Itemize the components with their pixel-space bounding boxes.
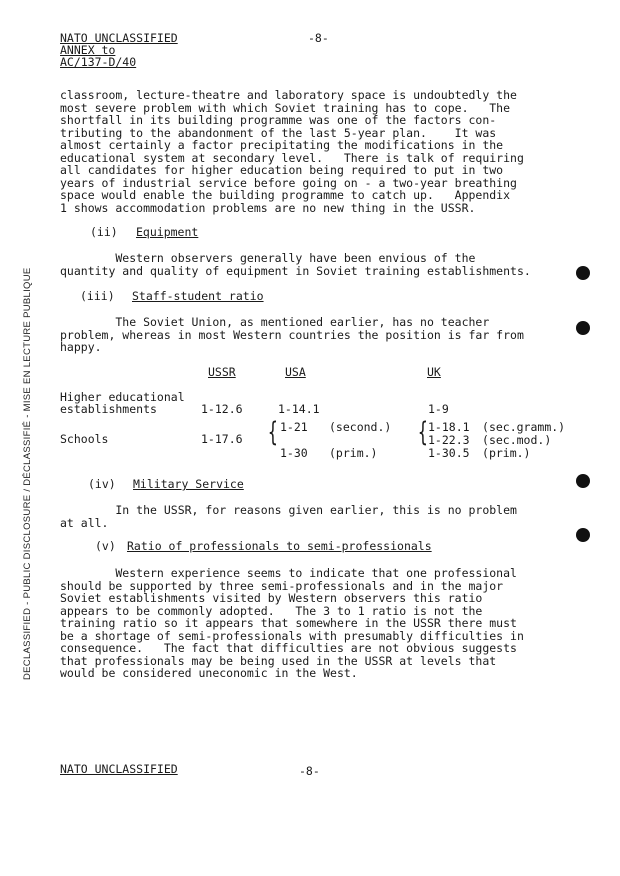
text-line: shortfall in its building programme was one of the factors con- — [60, 113, 497, 127]
cell-schools-ussr: 1-17.6 — [201, 432, 243, 446]
cell-schools-uk-note: (sec.mod.) — [482, 433, 552, 447]
text-line: consequence. The fact that difficulties are not obvious suggests — [60, 641, 517, 655]
section-title-ratio: Ratio of professionals to semi-professionals — [127, 539, 432, 553]
brace-uk: { — [418, 417, 428, 448]
staff-paragraph — [60, 316, 585, 354]
cell-schools-usa-value: 1-30 — [280, 446, 308, 460]
text-line: Western experience seems to indicate that one professional — [60, 566, 517, 580]
section-number-equipment: (ii) — [90, 225, 118, 239]
section-title-equipment: Equipment — [136, 225, 199, 239]
text-line: classroom, lecture-theatre and laboratory space is undoubtedly the — [60, 88, 517, 102]
text-line: all candidates for higher education being required to put in two — [60, 163, 504, 177]
equipment-paragraph — [60, 252, 585, 277]
uk-note-text: sec.gramm.) — [488, 420, 566, 434]
text-line: that professionals may be being used in the USSR at levels that — [60, 653, 497, 668]
cell-schools-usa-value: 1-21 — [280, 420, 308, 434]
text-line: 1 shows accommodation problems are no new thing in the USSR. — [60, 200, 476, 215]
column-header-ussr: USSR — [208, 365, 236, 379]
punch-hole-mark — [576, 528, 590, 542]
row-label-higher-cont: establishments — [60, 402, 157, 416]
section-number-ratio: (v) — [95, 539, 116, 553]
footer-page-number: -8- — [299, 764, 320, 778]
row-label-higher: Higher educational — [60, 390, 185, 404]
column-header-uk: UK — [427, 365, 441, 379]
footer-classification: NATO UNCLASSIFIED — [60, 762, 178, 776]
section-title-military: Military Service — [133, 477, 244, 491]
column-header-usa: USA — [285, 365, 306, 379]
declassification-stamp: DECLASSIFIED - PUBLIC DISCLOSURE / DÉCLASSIFIÉ - MISE EN LECTURE PUBLIQUE — [22, 267, 33, 680]
text-line: be a shortage of semi-professionals with presumably difficulties in — [60, 628, 524, 643]
section-title-staff: Staff-student ratio — [132, 289, 264, 303]
cell-schools-usa-note: (prim.) — [329, 446, 378, 460]
text-line: at all. — [60, 515, 109, 530]
text-line: educational system at secondary level. There is talk of requiring — [60, 150, 524, 165]
text-line: training ratio so it appears that somewhere in the USSR there must — [60, 616, 517, 630]
cell-schools-usa-note: (second.) — [329, 420, 392, 434]
cell-higher-ussr: 1-12.6 — [201, 402, 243, 416]
uk-note-text: prim.) — [488, 446, 531, 460]
text-line: problem, whereas in most Western countries the position is far from — [60, 327, 524, 342]
punch-hole-mark — [576, 321, 590, 335]
header-reference: AC/137-D/40 — [60, 55, 137, 69]
brace-usa: { — [268, 417, 278, 448]
punch-hole-mark — [576, 266, 590, 280]
cell-schools-uk-value: 1-22.3 — [428, 433, 470, 447]
text-line: happy. — [60, 340, 102, 354]
text-line: The Soviet Union, as mentioned earlier, has no teacher — [60, 315, 490, 329]
cell-schools-uk-value: 1-18.1 — [428, 420, 470, 434]
uk-note-text: sec.mod.) — [488, 433, 552, 447]
military-paragraph — [60, 504, 585, 529]
text-line: Soviet establishments visited by Western observers this ratio — [60, 591, 483, 605]
text-line: would be considered uneconomic in the West. — [60, 666, 358, 680]
header-classification: NATO UNCLASSIFIED — [60, 31, 178, 45]
text-line: most severe problem with which Soviet training has to cope. The — [60, 100, 511, 115]
cell-schools-uk-note: (sec.gramm.) — [482, 420, 566, 434]
row-label-schools: Schools — [60, 432, 109, 446]
header-annex: ANNEX to — [60, 43, 116, 57]
text-line: years of industrial service before going on - a two-year breathing — [60, 175, 517, 190]
text-line: In the USSR, for reasons given earlier, this is no problem — [60, 503, 517, 517]
cell-schools-uk-value: 1-30.5 — [428, 446, 470, 460]
punch-hole-mark — [576, 474, 590, 488]
cell-schools-uk-note: (prim.) — [482, 446, 531, 460]
section-number-military: (iv) — [88, 477, 116, 491]
text-line: space would enable the building programme to catch up. Appendix — [60, 188, 511, 202]
text-line: Western observers generally have been envious of the — [60, 251, 476, 265]
section-number-staff: (iii) — [80, 289, 115, 303]
text-line: appears to be commonly adopted. The 3 to 1 ratio is not the — [60, 603, 483, 618]
text-line: quantity and quality of equipment in Soviet training establishments. — [60, 263, 531, 278]
header-page-number: -8- — [308, 31, 329, 45]
text-line: tributing to the abandonment of the last 5-year plan. It was — [60, 125, 497, 140]
cell-higher-uk: 1-9 — [428, 402, 449, 416]
intro-paragraph — [60, 89, 585, 214]
ratio-paragraph — [60, 567, 585, 680]
text-line: almost certainly a factor precipitating the modifications in the — [60, 138, 504, 152]
text-line: should be supported by three semi-professionals and in the major — [60, 578, 504, 593]
cell-higher-usa: 1-14.1 — [278, 402, 320, 416]
